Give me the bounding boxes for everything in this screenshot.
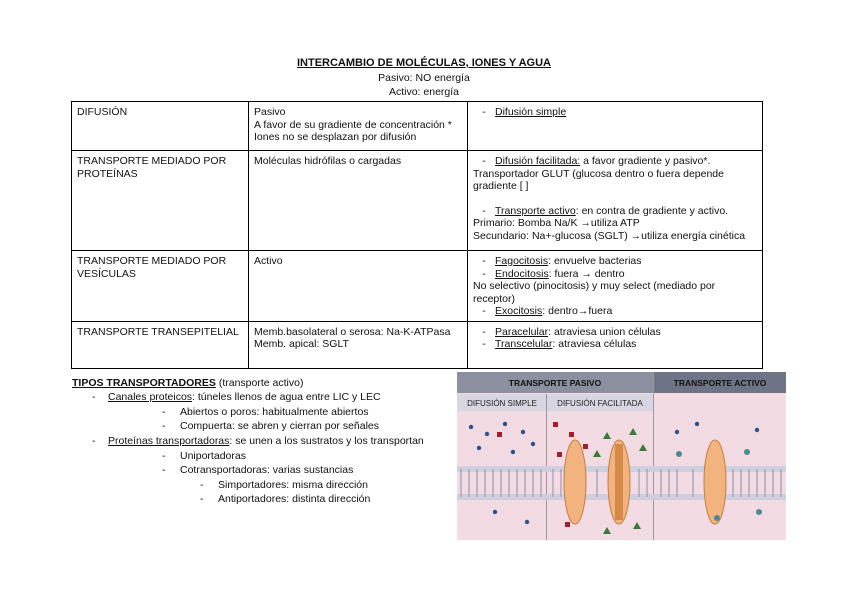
pasivo-label: TRANSPORTE PASIVO (508, 378, 602, 388)
row-detail (468, 251, 763, 322)
row-props (249, 102, 468, 151)
detail-line: - Paracelular: atraviesa union células (482, 325, 661, 338)
list-label: Canales proteicos (108, 391, 193, 403)
detail-label: Difusión facilitada: (495, 155, 581, 167)
list-text: Cotransportadoras: varias sustancias (180, 464, 354, 476)
row-props (249, 251, 468, 322)
types-heading-note: (transporte activo) (215, 377, 304, 389)
detail-label: Difusión simple (495, 106, 567, 118)
detail-line: - Fagocitosis: envuelve bacterias (482, 255, 642, 267)
activo-subtitle: Activo: energía (388, 86, 460, 98)
prop-line: Pasivo (254, 106, 286, 118)
list-text: : se unen a los sustratos y los transportan (229, 435, 424, 447)
channel-pore (615, 444, 623, 520)
detail-line: - Difusión facilitada: a favor gradiente y pasivo*. (482, 155, 711, 167)
list-item: - Simportadores: misma dirección (200, 479, 368, 491)
detail-text: : dentro→fuera (542, 305, 613, 317)
row-props (249, 151, 468, 251)
types-heading: TIPOS TRANSPORTADORES (72, 377, 216, 389)
table-row (72, 251, 763, 322)
detail-text: : atraviesa células (552, 338, 637, 350)
detail-line: - Endocitosis: fuera → dentro (482, 267, 625, 280)
list-item: - Antiportadores: distinta dirección (200, 493, 371, 505)
detail-line: - Difusión simple (482, 106, 567, 118)
list-item: - Canales proteicos: túneles llenos de agua entre LIC y LEC (92, 391, 381, 403)
prop-line: Memb. apical: SGLT (254, 338, 349, 350)
prop-line: Memb.basolateral o serosa: Na-K-ATPasa (254, 325, 451, 338)
detail-text: : envuelve bacterias (548, 255, 642, 267)
detail-text: : atraviesa union células (548, 325, 661, 338)
detail-line: Secundario: Na+-glucosa (SGLT) →utiliza energía cinética (473, 229, 746, 242)
list-text: Antiportadores: distinta dirección (218, 493, 371, 505)
transport-table (71, 101, 763, 369)
membrane-transport-figure (457, 372, 786, 540)
table-row (72, 102, 763, 151)
row-detail (468, 321, 763, 368)
detail-line: - Transcelular: atraviesa células (482, 338, 637, 350)
table-row (72, 321, 763, 368)
prop-line: Moléculas hidrófilas o cargadas (254, 155, 402, 167)
row-name: TRANSPORTE TRANSEPITELIAL (72, 321, 249, 368)
pump-protein (704, 440, 726, 524)
list-item: - Abiertos o poros: habitualmente abiertos (162, 406, 369, 418)
list-text: Abiertos o poros: habitualmente abiertos (180, 406, 369, 418)
detail-line: - Exocitosis: dentro→fuera (482, 305, 613, 317)
list-text: Simportadores: misma dirección (218, 479, 368, 491)
list-item: - Proteínas transportadoras: se unen a los sustratos y los transportan (92, 435, 424, 447)
list-item: - Compuerta: se abren y cierran por señales (162, 420, 380, 432)
detail-line: No selectivo (pinocitosis) y muy select (mediado por receptor) (473, 280, 716, 305)
prop-line: Iones no se desplazan por difusión (254, 131, 417, 143)
row-detail (468, 102, 763, 151)
row-name: TRANSPORTE MEDIADO POR PROTEÍNAS (72, 151, 249, 251)
row-detail (468, 151, 763, 251)
detail-label: Paracelular (495, 325, 549, 338)
detail-line: - Transporte activo: en contra de gradiente y activo. (482, 204, 729, 217)
list-item: - Uniportadoras (162, 450, 246, 462)
list-text: : túneles llenos de agua entre LIC y LEC (192, 391, 381, 403)
detail-label: Transcelular (495, 338, 553, 350)
table-row (72, 151, 763, 251)
carrier-protein (564, 440, 586, 524)
page-title: INTERCAMBIO DE MOLÉCULAS, IONES Y AGUA (296, 57, 552, 69)
detail-label: Exocitosis (495, 305, 543, 317)
types-heading-line (72, 377, 303, 389)
detail-text: : en contra de gradiente y activo. (575, 204, 729, 217)
row-props (249, 321, 468, 368)
detail-label: Endocitosis (495, 267, 549, 280)
simple-label: DIFUSIÓN SIMPLE (467, 399, 537, 408)
detail-label: Transporte activo (495, 204, 576, 217)
activo-label: TRANSPORTE ACTIVO (673, 378, 767, 388)
prop-line: A favor de su gradiente de concentración * (254, 118, 452, 131)
pasivo-subtitle: Pasivo: NO energía (378, 72, 470, 84)
detail-text: a favor gradiente y pasivo*. (580, 155, 711, 167)
detail-text: : fuera → dentro (548, 267, 625, 280)
prop-line: Activo (254, 255, 283, 267)
detail-line: Transportador GLUT (glucosa dentro o fuera depende gradiente [ ] (473, 167, 724, 192)
list-item: - Cotransportadoras: varias sustancias (162, 464, 354, 476)
detail-line: Primario: Bomba Na/K →utiliza ATP (473, 217, 640, 229)
list-text: Uniportadoras (180, 450, 246, 462)
facilitada-label: DIFUSIÓN FACILITADA (557, 399, 643, 408)
row-name: DIFUSIÓN (72, 102, 249, 151)
list-label: Proteínas transportadoras (108, 435, 230, 447)
detail-label: Fagocitosis (495, 255, 549, 267)
row-name: TRANSPORTE MEDIADO POR VESÍCULAS (72, 251, 249, 322)
list-text: Compuerta: se abren y cierran por señales (180, 420, 380, 432)
